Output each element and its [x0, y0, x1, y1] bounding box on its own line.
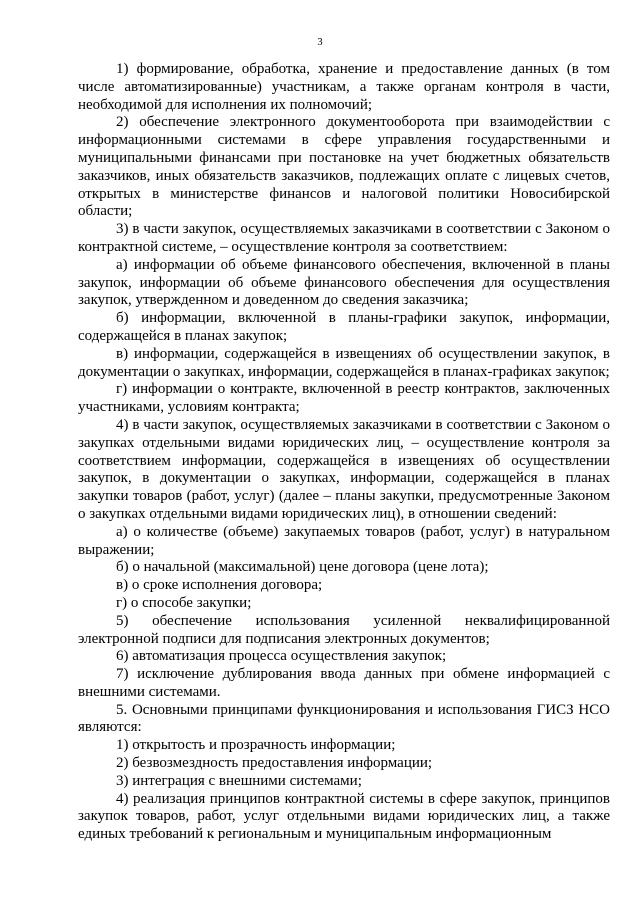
paragraph: 2) безвозмездность предоставления информации; — [116, 755, 433, 772]
paragraph: г) информации о контракте, включенной в реестр контрактов, заключенных участниками, условиям контракта; — [78, 381, 610, 416]
paragraph: в) информации, содержащейся в извещениях об осуществлении закупок, в документации о закупках, информации, содержащейся в планах-графиках закупок; — [78, 345, 610, 380]
paragraph: 4) реализация принципов контрактной системы в сфере закупок, принципов закупок товаров, работ, услуг отдельными видами юридических лиц, а также единых требований к региональным и муниципальным информационным — [78, 790, 610, 843]
page-number: 3 — [317, 37, 323, 48]
paragraph: б) о начальной (максимальной) цене договора (цене лота); — [116, 559, 489, 576]
paragraph: 3) интеграция с внешними системами; — [116, 772, 362, 789]
paragraph: 1) формирование, обработка, хранение и предоставление данных (в том числе автоматизированные) участникам, а также органам контроля в части, необходимой для исполнения их полномочий; — [78, 61, 610, 113]
paragraph: в) о сроке исполнения договора; — [116, 577, 323, 594]
paragraph: 1) открытость и прозрачность информации; — [116, 737, 396, 754]
paragraph: 5. Основными принципами функционирования и использования ГИСЗ НСО являются: — [78, 701, 610, 736]
paragraph: б) информации, включенной в планы-графики закупок, информации, содержащейся в планах закупок; — [78, 310, 610, 344]
paragraph: 3) в части закупок, осуществляемых заказчиками в соответствии с Законом о контрактной системе, – осуществление контроля за соответствием: — [78, 221, 610, 255]
paragraph: а) о количестве (объеме) закупаемых товаров (работ, услуг) в натуральном выражении; — [78, 523, 610, 558]
paragraph: 7) исключение дублирования ввода данных при обмене информацией с внешними системами. — [78, 666, 610, 700]
paragraph: 4) в части закупок, осуществляемых заказчиками в соответствии с Законом о закупках отдельными видами юридических лиц, – осуществление контроля за соответствием информации, содержащейся в извещениях об осуществлении закупок, в документации о закупках, информации, содержащейся в планах закупки товаров (работ, услуг) (далее – планы закупки, предусмотренные Законом о закупках отдельными видами юридических лиц), в отношении сведений: — [78, 416, 610, 522]
paragraph: а) информации об объеме финансового обеспечения, включенной в планы закупок, информации об объеме финансового обеспечения для осуществления закупок, утвержденном и доведенном до сведения заказчика; — [78, 256, 610, 309]
document-body — [78, 61, 610, 844]
paragraph: 6) автоматизация процесса осуществления закупок; — [116, 648, 447, 665]
paragraph: г) о способе закупки; — [116, 594, 252, 611]
paragraph: 2) обеспечение электронного документооборота при взаимодействии с информационными системами в сфере управления государственными и муниципальными финансами при постановке на учет бюджетных обязательств заказчиков, иных обязательств заказчиков, подлежащих оплате с лицевых счетов, открытых в министерстве финансов и налоговой политики Новосибирской области; — [78, 114, 610, 220]
paragraph: 5) обеспечение использования усиленной неквалифицированной электронной подписи для подписания электронных документов; — [78, 612, 610, 647]
